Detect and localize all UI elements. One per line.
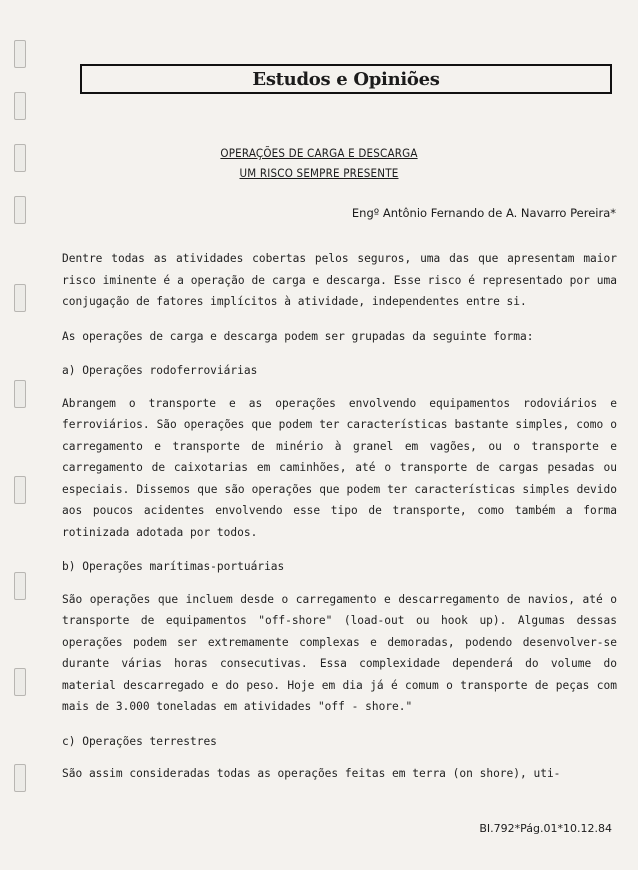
binder-hole	[14, 668, 26, 696]
paragraph-maritimas: São operações que incluem desde o carregamento e descarregamento de navios, até o transporte de equipamentos "off-shore" (load-out ou hook up). Algumas dessas operações podem ser extremamente complexas e demoradas, podendo desenvolver-se durante várias horas consecutivas. Essa complexidade dependerá do volume do material descarregado e do peso. Hoje em dia já é comum o transporte de peças com mais de 3.000 toneladas em atividades "off - shore."	[62, 592, 617, 713]
binder-hole	[14, 572, 26, 600]
article-title-line2: UM RISCO SEMPRE PRESENTE	[239, 166, 399, 180]
binder-hole	[14, 764, 26, 792]
article-body	[62, 248, 617, 798]
paragraph-intro: Dentre todas as atividades cobertas pelos seguros, uma das que apresentam maior risco iminente é a operação de carga e descarga. Esse risco é representado por uma conjugação de fatores implícitos à atividade, independentes entre si.	[62, 252, 617, 308]
section-banner	[80, 64, 612, 94]
section-banner-title: Estudos e Opiniões	[252, 68, 440, 90]
paragraph-grouping: As operações de carga e descarga podem ser grupadas da seguinte forma:	[62, 329, 534, 343]
article-title-line1: OPERAÇÕES DE CARGA E DESCARGA	[220, 146, 418, 160]
subheading-a: a) Operações rodoferroviárias	[62, 364, 258, 377]
paragraph-terrestres: São assim consideradas todas as operações feitas em terra (on shore), uti-	[62, 767, 561, 780]
binder-hole	[14, 380, 26, 408]
binder-hole	[14, 476, 26, 504]
subheading-b: b) Operações marítimas-portuárias	[62, 560, 285, 573]
binder-hole	[14, 40, 26, 68]
page-footer: BI.792*Pág.01*10.12.84	[479, 822, 612, 835]
binder-hole	[14, 92, 26, 120]
binder-hole	[14, 196, 26, 224]
binder-hole	[14, 284, 26, 312]
binder-holes	[14, 40, 30, 860]
paragraph-rodoferroviarias: Abrangem o transporte e as operações envolvendo equipamentos rodoviários e ferroviários. São operações que podem ter características bastante simples, como o carregamento e transporte de minério à granel em vagões, ou o transporte e carregamento de caixotarias em caminhões, até o transporte de cargas pesadas ou especiais. Dissemos que são operações que podem ter características simples devido aos poucos acidentes envolvendo esse tipo de transporte, como também a forma rotinizada adotada por todos.	[62, 396, 617, 539]
article-author: Engº Antônio Fernando de A. Navarro Pereira*	[351, 206, 616, 220]
subheading-c: c) Operações terrestres	[62, 734, 217, 748]
